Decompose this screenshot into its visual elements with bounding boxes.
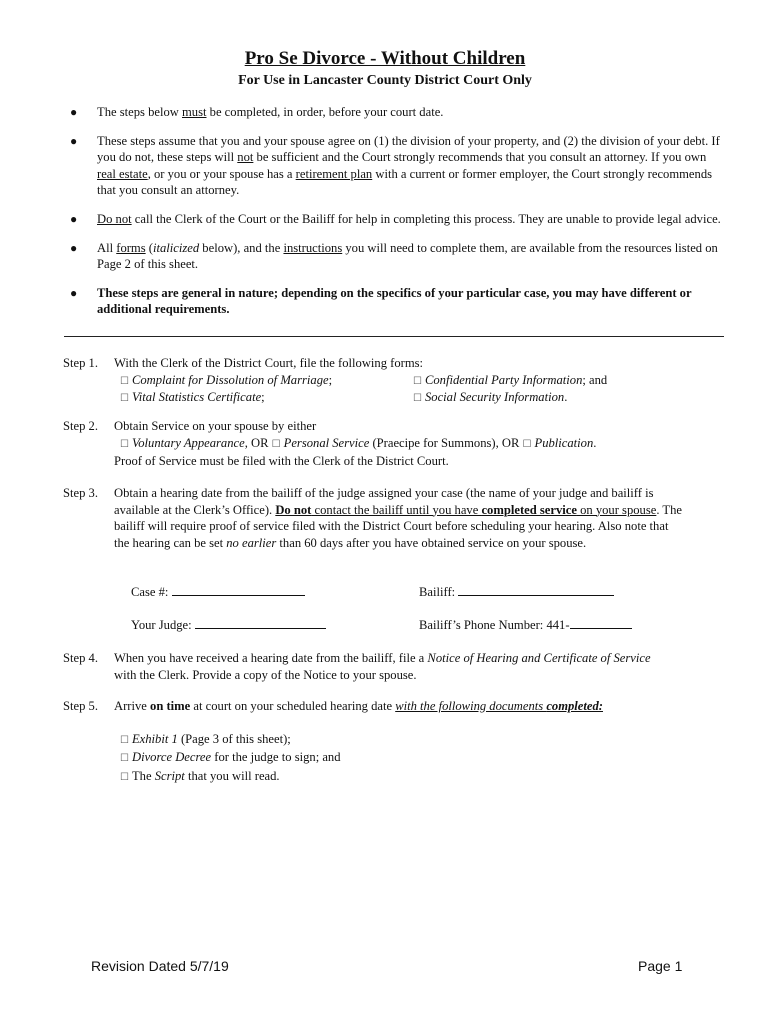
checkbox-icon: ☐ bbox=[120, 734, 129, 746]
step-body: Obtain a hearing date from the bailiff of the judge assigned your case (the name of your judge and bailiff is available at the Clerk’s Office). Do not contact the bailiff until you have completed service on your spouse. The bailiff will require proof of service filed with the District Court before scheduling your hearing. Also note that the hearing can be set no earlier than 60 days after you have obtained service on your spouse. bbox=[114, 486, 682, 550]
page-subtitle: For Use in Lancaster County District Court Only bbox=[238, 73, 532, 88]
step-body: Arrive on time at court on your scheduled hearing date with the following documents completed: ☐ Exhibit 1 (Page 3 of this sheet); ☐ Divorce Decree for the judge to sign; and ☐ The Script that you will read. bbox=[114, 698, 734, 786]
checkbox-icon: ☐ bbox=[413, 392, 422, 404]
bullet-icon: ● bbox=[70, 285, 78, 300]
page-title: Pro Se Divorce - Without Children bbox=[244, 48, 526, 69]
checklist-item: ☐ Social Security Information. bbox=[413, 389, 568, 404]
checkbox-icon: ☐ bbox=[120, 771, 129, 783]
checkbox-icon: ☐ bbox=[120, 392, 129, 404]
list-item: ● Do not call the Clerk of the Court or the Bailiff for help in completing this process. They are unable to provide legal advice. bbox=[70, 211, 721, 226]
checklist-item: ☐ Exhibit 1 (Page 3 of this sheet); bbox=[120, 731, 291, 746]
bullet-icon: ● bbox=[70, 133, 78, 148]
checkbox-icon: ☐ bbox=[271, 438, 281, 450]
bailiff-phone-blank[interactable] bbox=[570, 616, 632, 629]
step-body: When you have received a hearing date from the bailiff, file a Notice of Hearing and Certificate of Service with the Clerk. Provide a copy of the Notice to your spouse. bbox=[114, 651, 651, 682]
checkbox-icon: ☐ bbox=[120, 753, 129, 765]
step-label: Step 5. bbox=[63, 699, 98, 713]
revision-date: Revision Dated 5/7/19 bbox=[91, 958, 229, 974]
checklist-item: ☐ Divorce Decree for the judge to sign; and bbox=[120, 750, 341, 765]
step-label: Step 4. bbox=[63, 651, 98, 665]
bullet-icon: ● bbox=[70, 105, 78, 119]
step-label: Step 2. bbox=[63, 419, 98, 433]
service-options: ☐ Voluntary Appearance, OR ☐ Personal Service (Praecipe for Summons), OR ☐ Publication. bbox=[120, 435, 597, 450]
step-body: Obtain Service on your spouse by either ☐ Voluntary Appearance, OR ☐ Personal Service (Praecipe for Summons), OR ☐ Publication. Proof of Service must be filed with the Clerk of the District Court. bbox=[114, 418, 734, 470]
checklist-item: ☐ Confidential Party Information; and bbox=[413, 372, 608, 387]
list-item: ● The steps below must be completed, in order, before your court date. bbox=[70, 105, 444, 119]
forms-checklist bbox=[114, 372, 734, 406]
checklist-item: ☐ The Script that you will read. bbox=[120, 768, 280, 783]
list-item: ● These steps assume that you and your spouse agree on (1) the division of your property, and (2) the division of your debt. If you do not, these steps will not be sufficient and the Court strongly recommends that you consult an attorney. If you own real estate, or you or your spouse has a retirement plan with a current or former employer, the Court strongly recommends that you consult an attorney. bbox=[70, 133, 720, 198]
instructions-list bbox=[64, 104, 724, 318]
checkbox-icon: ☐ bbox=[522, 438, 532, 450]
checkbox-icon: ☐ bbox=[120, 375, 129, 387]
step-body: With the Clerk of the District Court, file the following forms: ☐ Complaint for Dissolution of Marriage; ☐ Confidential Party Information; and ☐ Vital Statistics Certificate; ☐ Social Security Information. bbox=[114, 355, 734, 406]
step-label: Step 3. bbox=[63, 486, 98, 500]
bullet-icon: ● bbox=[70, 211, 78, 226]
checklist-item: ☐ Vital Statistics Certificate; bbox=[120, 389, 265, 404]
judge-field[interactable]: Your Judge: bbox=[131, 616, 326, 634]
bailiff-blank[interactable] bbox=[458, 583, 614, 596]
bullet-icon: ● bbox=[70, 240, 78, 255]
page-number: Page 1 bbox=[638, 958, 683, 974]
section-divider bbox=[64, 336, 724, 337]
step-label: Step 1. bbox=[63, 356, 98, 370]
list-item: ● All forms (italicized below), and the instructions you will need to complete them, are available from the resources listed on Page 2 of this sheet. bbox=[70, 240, 718, 272]
case-number-field[interactable]: Case #: bbox=[131, 583, 305, 601]
judge-blank[interactable] bbox=[195, 616, 326, 629]
checklist-item: ☐ Complaint for Dissolution of Marriage; bbox=[120, 372, 333, 387]
list-item: ● These steps are general in nature; depending on the specifics of your particular case, you may have different or additional requirements. bbox=[70, 285, 692, 317]
bailiff-field[interactable]: Bailiff: bbox=[419, 583, 614, 601]
bailiff-phone-field[interactable]: Bailiff’s Phone Number: 441- bbox=[419, 616, 632, 634]
case-number-blank[interactable] bbox=[172, 583, 305, 596]
checkbox-icon: ☐ bbox=[413, 375, 422, 387]
checkbox-icon: ☐ bbox=[120, 438, 129, 450]
